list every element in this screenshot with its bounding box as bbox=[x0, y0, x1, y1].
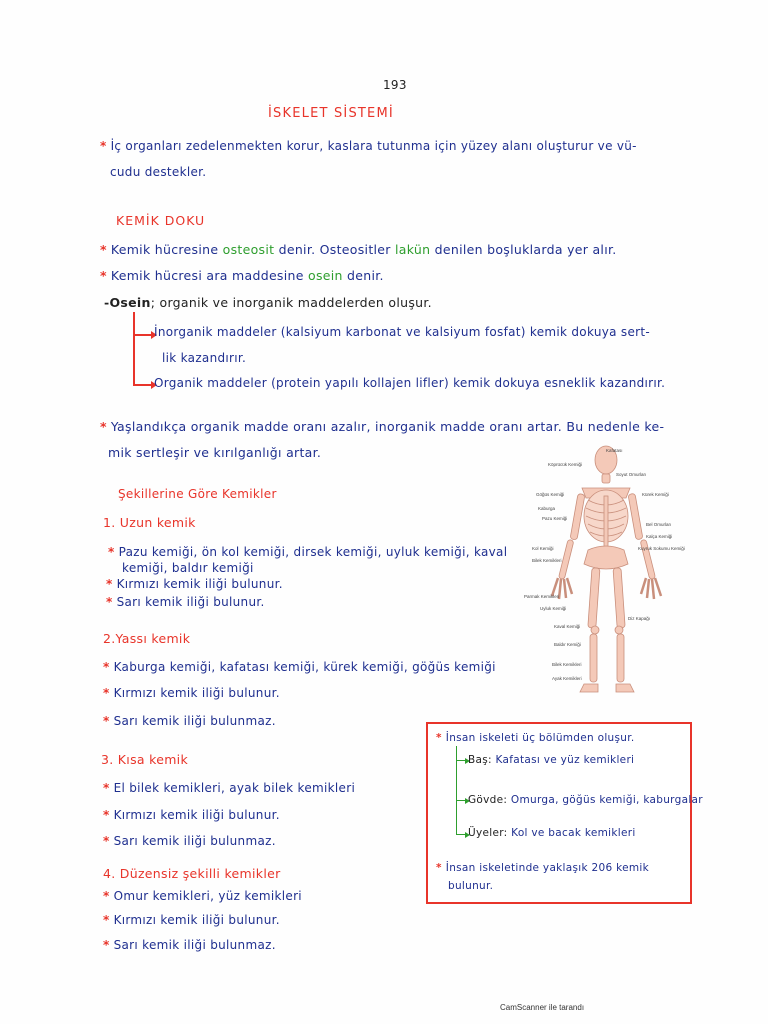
intro-line-1: * İç organları zedelenmekten korur, kaslara tutunma için yüzey alanı oluşturur ve vü- bbox=[100, 139, 637, 153]
duzensiz-title: 4. Düzensiz şekilli kemikler bbox=[103, 866, 281, 881]
skeleton-figure bbox=[518, 438, 688, 696]
arrow-bas-icon bbox=[456, 746, 465, 761]
label-bilek: Bilek Kemikleri bbox=[532, 558, 562, 563]
label-kafatasi: Kafatası bbox=[606, 448, 623, 453]
inorganic-line-2: lik kazandırır. bbox=[162, 351, 247, 365]
label-diz: Diz Kapağı bbox=[628, 616, 651, 621]
shapes-heading: Şekillerine Göre Kemikler bbox=[118, 487, 277, 501]
osein-line: -Osein; organik ve inorganik maddelerden oluşur. bbox=[104, 295, 432, 310]
box-line-5a: * İnsan iskeletinde yaklaşık 206 kemik bbox=[436, 862, 649, 874]
organic-line: Organik maddeler (protein yapılı kollajen lifler) kemik dokuya esneklik kazandırır. bbox=[154, 376, 666, 390]
label-ayak-bilek: Bilek Kemikleri bbox=[552, 662, 582, 667]
box-uyeler: Üyeler: Kol ve bacak kemikleri bbox=[468, 827, 636, 839]
kemik-doku-heading: KEMİK DOKU bbox=[116, 213, 206, 228]
label-kol: Kol Kemiği bbox=[532, 546, 554, 551]
box-govde: Gövde: Omurga, göğüs kemiği, kaburgalar bbox=[468, 794, 703, 806]
uzun-bullet-1: * Pazu kemiği, ön kol kemiği, dirsek kemiği, uyluk kemiği, kaval bbox=[108, 545, 508, 559]
label-ayak: Ayak Kemikleri bbox=[552, 676, 582, 681]
page-title: İSKELET SİSTEMİ bbox=[268, 106, 394, 121]
uzun-bullet-2: * Kırmızı kemik iliği bulunur. bbox=[106, 577, 283, 591]
label-kaval: Kaval Kemiği bbox=[554, 624, 581, 629]
arrow-organic-icon bbox=[133, 334, 151, 386]
arrow-inorganic-icon bbox=[133, 312, 151, 336]
label-kaburga: Kaburga bbox=[538, 506, 556, 511]
page-number: 193 bbox=[383, 78, 407, 92]
label-uyluk: Uyluk Kemiği bbox=[540, 606, 567, 611]
footer-scanner-text: CamScanner ile tarandı bbox=[500, 1003, 585, 1012]
label-kuyruk: Kuyruk Sokumu Kemiği bbox=[638, 546, 685, 551]
label-omurga: Soyut Omurları bbox=[616, 472, 647, 477]
duzensiz-bullet-3: * Sarı kemik iliği bulunmaz. bbox=[103, 938, 276, 952]
uzun-bullet-1b: kemiği, baldır kemiği bbox=[122, 561, 254, 575]
yassi-bullet-2: * Kırmızı kemik iliği bulunur. bbox=[103, 686, 280, 700]
skeleton-illustration bbox=[518, 438, 688, 696]
yassi-title: 2.Yassı kemik bbox=[103, 631, 191, 646]
kisa-title: 3. Kısa kemik bbox=[101, 752, 188, 767]
label-bel: Bel Omurları bbox=[646, 522, 672, 527]
yassi-bullet-1: * Kaburga kemiği, kafatası kemiği, kürek kemiği, göğüs kemiği bbox=[103, 660, 496, 674]
box-line-5b: bulunur. bbox=[448, 880, 494, 892]
label-gogus: Göğüs Kemiği bbox=[536, 492, 565, 497]
arrow-govde-icon bbox=[456, 760, 465, 801]
label-kopruck: Köprücük Kemiği bbox=[548, 462, 583, 467]
arrow-uyeler-icon bbox=[456, 800, 465, 835]
box-line-1: * İnsan iskeleti üç bölümden oluşur. bbox=[436, 732, 635, 744]
kisa-bullet-3: * Sarı kemik iliği bulunmaz. bbox=[103, 834, 276, 848]
label-baldir: Baldır Kemiği bbox=[554, 642, 581, 647]
age-line-1: * Yaşlandıkça organik madde oranı azalır, inorganik madde oranı artar. Bu nedenle ke- bbox=[100, 419, 665, 434]
yassi-bullet-3: * Sarı kemik iliği bulunmaz. bbox=[103, 714, 276, 728]
kisa-bullet-2: * Kırmızı kemik iliği bulunur. bbox=[103, 808, 280, 822]
kemik-line-1: * Kemik hücresine osteosit denir. Osteositler lakün denilen boşluklarda yer alır. bbox=[100, 242, 617, 257]
box-bas: Baş: Kafatası ve yüz kemikleri bbox=[468, 754, 635, 766]
uzun-title: 1. Uzun kemik bbox=[103, 515, 196, 530]
uzun-bullet-3: * Sarı kemik iliği bulunur. bbox=[106, 595, 265, 609]
label-parmak: Parmak Kemikleri bbox=[524, 594, 560, 599]
duzensiz-bullet-2: * Kırmızı kemik iliği bulunur. bbox=[103, 913, 280, 927]
label-kurek: Kürek Kemiği bbox=[642, 492, 669, 497]
duzensiz-bullet-1: * Omur kemikleri, yüz kemikleri bbox=[103, 889, 302, 903]
inorganic-line-1: İnorganik maddeler (kalsiyum karbonat ve kalsiyum fosfat) kemik dokuya sert- bbox=[154, 325, 651, 339]
label-pazu: Pazu Kemiği bbox=[542, 516, 568, 521]
intro-line-2: cudu destekler. bbox=[110, 165, 207, 179]
kisa-bullet-1: * El bilek kemikleri, ayak bilek kemikleri bbox=[103, 781, 356, 795]
age-line-2: mik sertleşir ve kırılganlığı artar. bbox=[108, 445, 322, 460]
skeleton-info-box bbox=[426, 722, 703, 904]
label-kalca: Kalça Kemiği bbox=[646, 534, 673, 539]
kemik-line-2: * Kemik hücresi ara maddesine osein denir. bbox=[100, 268, 384, 283]
